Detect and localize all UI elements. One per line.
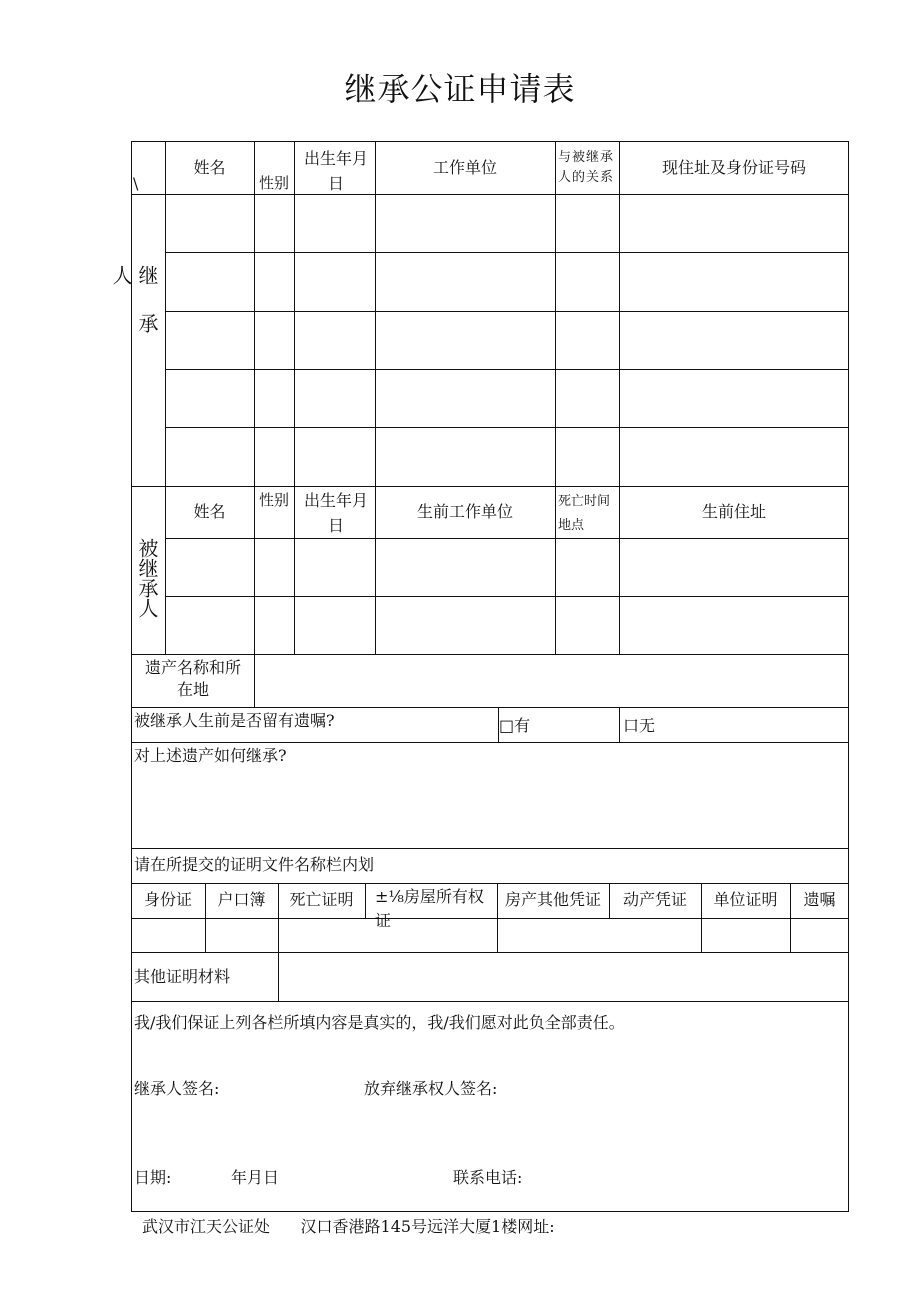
will-yes-checkbox[interactable]: □有: [499, 716, 531, 735]
decedent-header-gender: 性别: [258, 491, 289, 509]
application-form: [109, 141, 849, 1212]
col-divider: [294, 141, 295, 654]
col-divider: [619, 141, 620, 654]
doc-death-certificate: 死亡证明: [289, 890, 354, 909]
date-format: 年月日: [231, 1168, 280, 1187]
row-divider: [165, 596, 849, 597]
header-relation: 与被继承人的关系: [558, 150, 615, 185]
row-divider: [165, 427, 849, 428]
col-divider: [165, 141, 166, 654]
doc-id-card: 身份证: [143, 890, 192, 909]
row-divider: [131, 952, 849, 953]
row-divider: [165, 369, 849, 370]
col-divider: [254, 141, 255, 707]
header-gender: 性别: [258, 174, 289, 192]
footer-address: 武汉市江天公证处 汉口香港路145号远洋大厦1楼网址:: [142, 1217, 555, 1236]
pledge-text: 我/我们保证上列各栏所填内容是真实的，我/我们愿对此负全部责任。: [134, 1013, 625, 1032]
col-divider: [365, 883, 366, 918]
doc-employer-certificate: 单位证明: [713, 890, 778, 909]
doc-property-certificate: ±⅛房屋所有权证: [375, 887, 484, 930]
decedent-header-name: 姓名: [193, 502, 226, 521]
will-no-checkbox[interactable]: 口无: [623, 716, 656, 735]
waive-signature-label: 放弃继承权人签名:: [364, 1079, 498, 1098]
header-name: 姓名: [193, 158, 226, 177]
header-work: 工作单位: [432, 158, 497, 177]
row-divider: [131, 1001, 849, 1002]
doc-other-property: 房产其他凭证: [504, 890, 601, 909]
will-question: 被继承人生前是否留有遗嘱?: [134, 711, 335, 730]
header-birth: 出生年月日: [303, 149, 368, 193]
doc-household-register: 户口簿: [217, 890, 266, 909]
col-divider: [555, 141, 556, 654]
row-divider: [131, 848, 849, 849]
inherit-question: 对上述遗产如何继承?: [134, 746, 287, 765]
decedent-header-address: 生前住址: [701, 502, 766, 521]
decedent-header-birth: 出生年月日: [303, 491, 368, 535]
row-divider: [131, 742, 849, 743]
row-divider: [131, 707, 849, 708]
docs-instruction: 请在所提交的证明文件名称栏内划: [134, 855, 375, 874]
col-divider: [619, 707, 620, 742]
row-divider: [165, 311, 849, 312]
other-docs-label: 其他证明材料: [134, 967, 231, 986]
estate-label: 遗产名称和所在地: [144, 658, 241, 699]
heirs-side-label: 继承人: [109, 265, 159, 361]
heir-signature-label: 继承人签名:: [134, 1079, 220, 1098]
row-divider: [131, 194, 849, 195]
decedent-header-death: 死亡时间地点: [558, 494, 611, 533]
row-divider: [131, 883, 849, 884]
header-address: 现住址及身份证号码: [661, 158, 806, 177]
row-divider: [131, 654, 849, 655]
doc-movable-property: 动产凭证: [622, 890, 687, 909]
corner-mark: \: [133, 174, 139, 193]
phone-label: 联系电话:: [453, 1168, 523, 1187]
doc-will: 遗嘱: [803, 890, 836, 909]
row-divider: [165, 538, 849, 539]
row-divider: [165, 252, 849, 253]
decedent-side-label: 被继承人: [135, 538, 159, 618]
date-label: 日期:: [134, 1168, 172, 1187]
col-divider: [375, 141, 376, 654]
decedent-header-work: 生前工作单位: [416, 502, 513, 521]
page-title: 继承公证申请表: [344, 70, 576, 108]
row-divider: [131, 486, 849, 487]
row-divider: [131, 918, 849, 919]
